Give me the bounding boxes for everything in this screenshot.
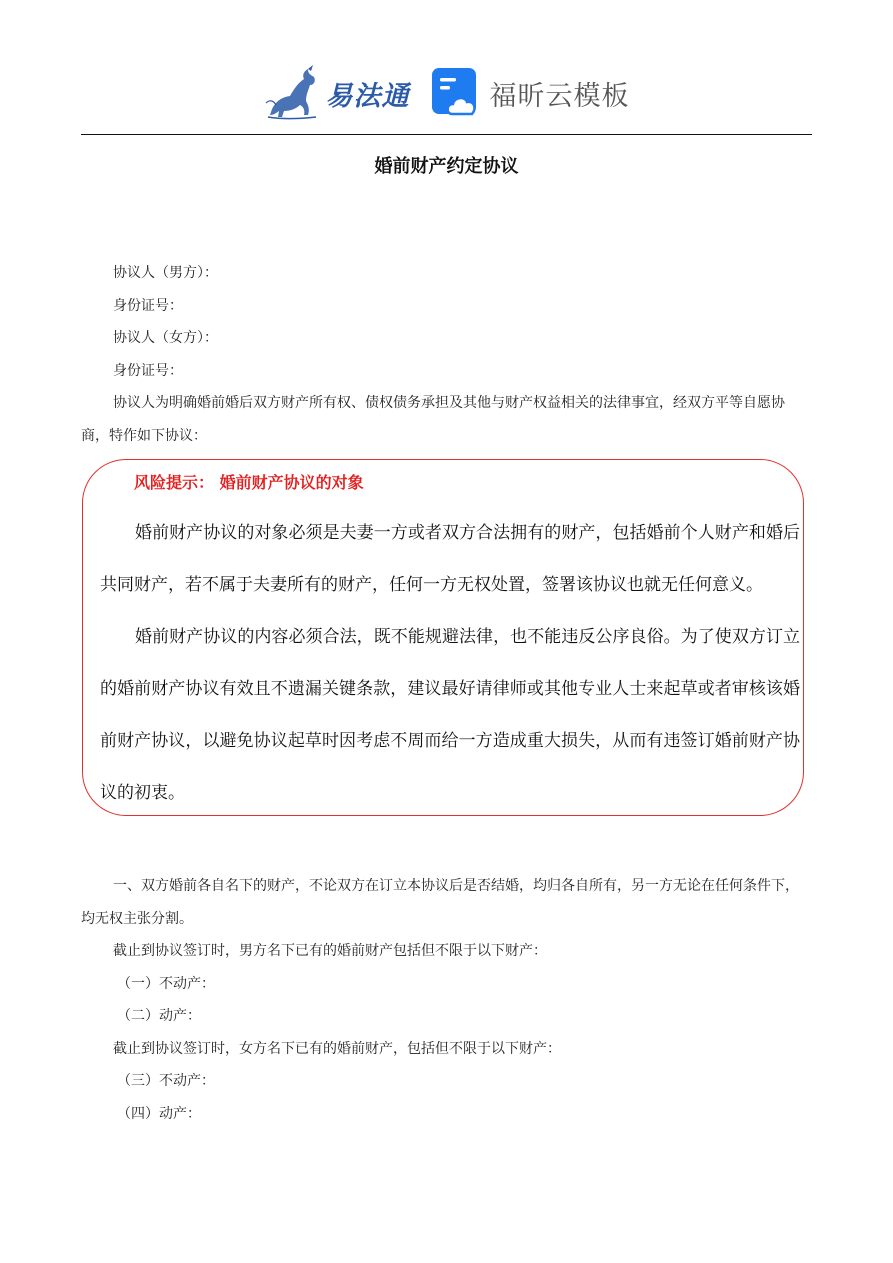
- male-assets-intro: 截止到协议签订时，男方名下已有的婚前财产包括但不限于以下财产：: [113, 943, 547, 959]
- female-id-line: 身份证号：: [113, 362, 183, 379]
- foxit-cloud-template-logo: [432, 68, 630, 118]
- document-cloud-icon: [432, 68, 480, 118]
- clause-block: [81, 870, 812, 1130]
- female-movable-property-item: （四）动产：: [117, 1105, 201, 1122]
- risk-notice-paragraph-1: 婚前财产协议的对象必须是夫妻一方或者双方合法拥有的财产，包括婚前个人财产和婚后共同财产，若不属于夫妻所有的财产，任何一方无权处置，签署该协议也就无任何意义。: [100, 523, 800, 595]
- female-assets-intro: 截止到协议签订时，女方名下已有的婚前财产，包括但不限于以下财产：: [113, 1040, 561, 1057]
- yifatong-logo: [264, 65, 410, 121]
- male-party-line: 协议人（男方）：: [113, 265, 218, 281]
- foxit-cloud-template-logo-text: 福昕云模板: [489, 80, 630, 112]
- risk-notice-heading: 风险提示： 婚前财产协议的对象: [134, 473, 364, 492]
- male-real-estate-item: （一）不动产：: [117, 975, 215, 992]
- clause-1-paragraph: 一、双方婚前各自名下的财产，不论双方在订立本协议后是否结婚，均归各自所有，另一方无论在任何条件下，均无权主张分割。: [81, 878, 799, 927]
- risk-notice-body: [100, 507, 800, 819]
- male-movable-property-item: （二）动产：: [117, 1008, 201, 1024]
- intro-paragraph: 协议人为明确婚前婚后双方财产所有权、债权债务承担及其他与财产权益相关的法律事宜，经双方平等自愿协商，特作如下协议：: [81, 395, 785, 444]
- yifatong-logo-text: 易法通: [325, 80, 410, 112]
- party-info-block: [81, 257, 812, 452]
- female-real-estate-item: （三）不动产：: [117, 1073, 215, 1089]
- document-title: 婚前财产约定协议: [374, 156, 519, 177]
- male-id-line: 身份证号：: [113, 297, 183, 314]
- risk-notice-paragraph-2: 婚前财产协议的内容必须合法，既不能规避法律，也不能违反公序良俗。为了使双方订立的婚前财产协议有效且不遗漏关键条款，建议最好请律师或其他专业人士来起草或者审核该婚前财产协议，以避免协议起草时因考虑不周而给一方造成重大损失，从而有违签订婚前财产协议的初衷。: [100, 627, 800, 803]
- header-divider: [81, 134, 812, 135]
- page-header: [0, 58, 893, 128]
- unicorn-emblem-icon: [264, 65, 322, 121]
- female-party-line: 协议人（女方）：: [113, 330, 218, 346]
